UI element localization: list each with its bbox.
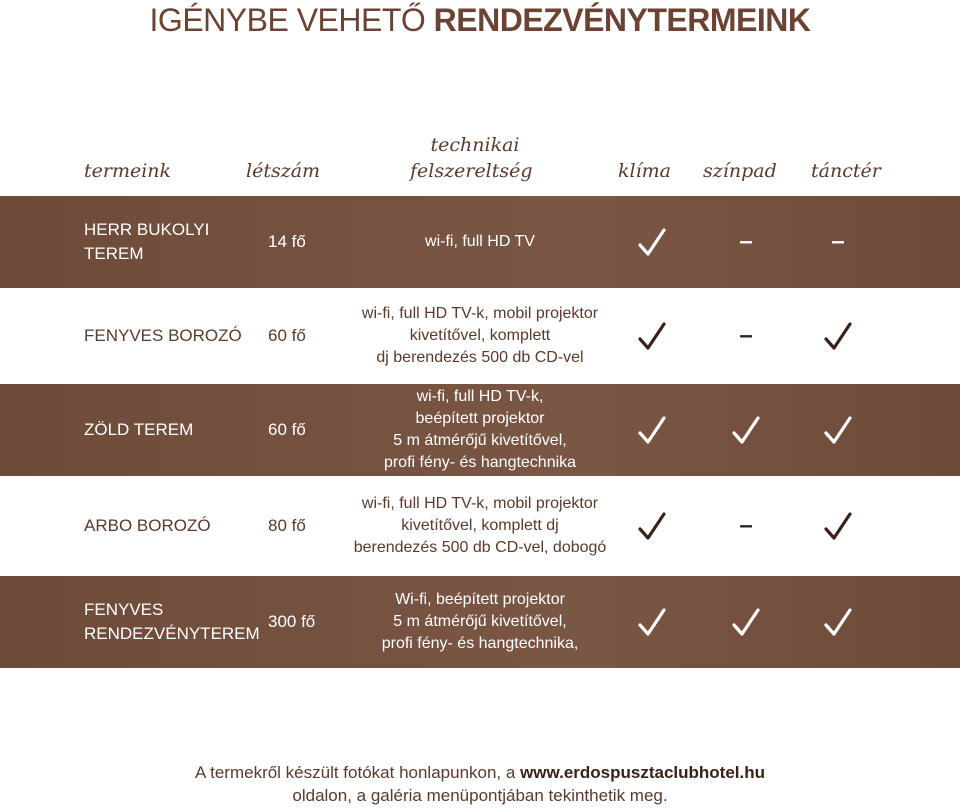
room-name: [84, 288, 264, 384]
room-capacity: 60 fő: [268, 326, 306, 345]
title-part2: RENDEZVÉNYTERMEINK: [433, 2, 811, 38]
room-equipment: [330, 196, 630, 288]
room-capacity: 60 fő: [268, 420, 306, 439]
dancefloor-check-icon: [818, 288, 858, 384]
equipment-line: 5 m átmérőjű kivetítővel,: [393, 432, 567, 449]
equipment-line: dj berendezés 500 db CD-vel: [376, 349, 584, 366]
footer-url[interactable]: www.erdospusztaclubhotel.hu: [520, 763, 766, 782]
equipment-line: kivetítővel, komplett dj: [401, 517, 559, 534]
equipment-line: beépített projektor: [415, 410, 545, 427]
equipment-line: wi-fi, full HD TV-k, mobil projektor: [361, 495, 599, 512]
room-name-line: ZÖLD TEREM: [84, 420, 194, 439]
equipment-line: kivetítővel, komplett: [409, 327, 551, 344]
room-name: [84, 476, 264, 576]
table-row: [0, 384, 960, 476]
room-equipment: [330, 288, 630, 384]
room-capacity: 300 fő: [268, 612, 316, 631]
room-name-line: FENYVES BOROZÓ: [84, 326, 242, 345]
room-name: [84, 384, 264, 476]
room-name-line: TEREM: [84, 244, 144, 263]
room-name: [84, 576, 264, 668]
header-stage: színpad: [703, 160, 777, 182]
stage-check-icon: [726, 576, 766, 668]
aircon-check-icon: [632, 476, 672, 576]
room-name-line: RENDEZVÉNYTEREM: [84, 624, 260, 643]
aircon-check-icon: [632, 384, 672, 476]
aircon-check-icon: [632, 288, 672, 384]
dancefloor-check-icon: [818, 476, 858, 576]
footer-line2: oldalon, a galéria menüpontjában tekinthetik meg.: [292, 786, 668, 805]
room-capacity: 80 fő: [268, 516, 306, 535]
equipment-line: 5 m átmérőjű kivetítővel,: [393, 613, 567, 630]
dancefloor-check-icon: [818, 576, 858, 668]
room-name: [84, 196, 264, 288]
equipment-line: wi-fi, full HD TV-k,: [416, 388, 544, 405]
header-dancefloor: tánctér: [811, 160, 881, 182]
room-name-line: FENYVES: [84, 600, 164, 619]
table-row: [0, 196, 960, 288]
page-title: [0, 2, 960, 39]
table-row: [0, 476, 960, 576]
header-tech-line2: felszereltség: [410, 160, 533, 182]
stage-dash-icon: –: [739, 322, 753, 349]
equipment-line: Wi-fi, beépített projektor: [395, 591, 565, 608]
stage-check-icon: [726, 384, 766, 476]
aircon-check-icon: [632, 196, 672, 288]
room-equipment: [330, 576, 630, 668]
title-part1: IGÉNYBE VEHETŐ: [149, 2, 434, 38]
equipment-line: profi fény- és hangtechnika,: [381, 635, 579, 652]
table-row: [0, 576, 960, 668]
header-rooms: termeink: [84, 160, 172, 182]
stage-dash-icon: –: [739, 228, 753, 255]
room-name-line: ARBO BOROZÓ: [84, 516, 211, 535]
equipment-line: wi-fi, full HD TV-k, mobil projektor: [361, 305, 599, 322]
header-aircon: klíma: [618, 160, 672, 182]
footer-line1: [0, 763, 960, 783]
table-row: [0, 288, 960, 384]
dancefloor-dash-icon: –: [831, 228, 845, 255]
room-capacity: 14 fő: [268, 232, 306, 251]
equipment-line: profi fény- és hangtechnika: [383, 454, 577, 471]
room-equipment: [330, 476, 630, 576]
stage-dash-icon: –: [739, 512, 753, 539]
room-equipment: [330, 384, 630, 476]
aircon-check-icon: [632, 576, 672, 668]
dancefloor-check-icon: [818, 384, 858, 476]
room-name-line: HERR BUKOLYI: [84, 220, 210, 239]
equipment-line: berendezés 500 db CD-vel, dobogó: [353, 539, 607, 556]
header-tech-line1: technikai: [430, 134, 520, 156]
equipment-line: wi-fi, full HD TV: [425, 233, 535, 250]
header-capacity: létszám: [246, 160, 321, 182]
footer-text: A termekről készült fotókat honlapunkon, a: [194, 763, 521, 782]
